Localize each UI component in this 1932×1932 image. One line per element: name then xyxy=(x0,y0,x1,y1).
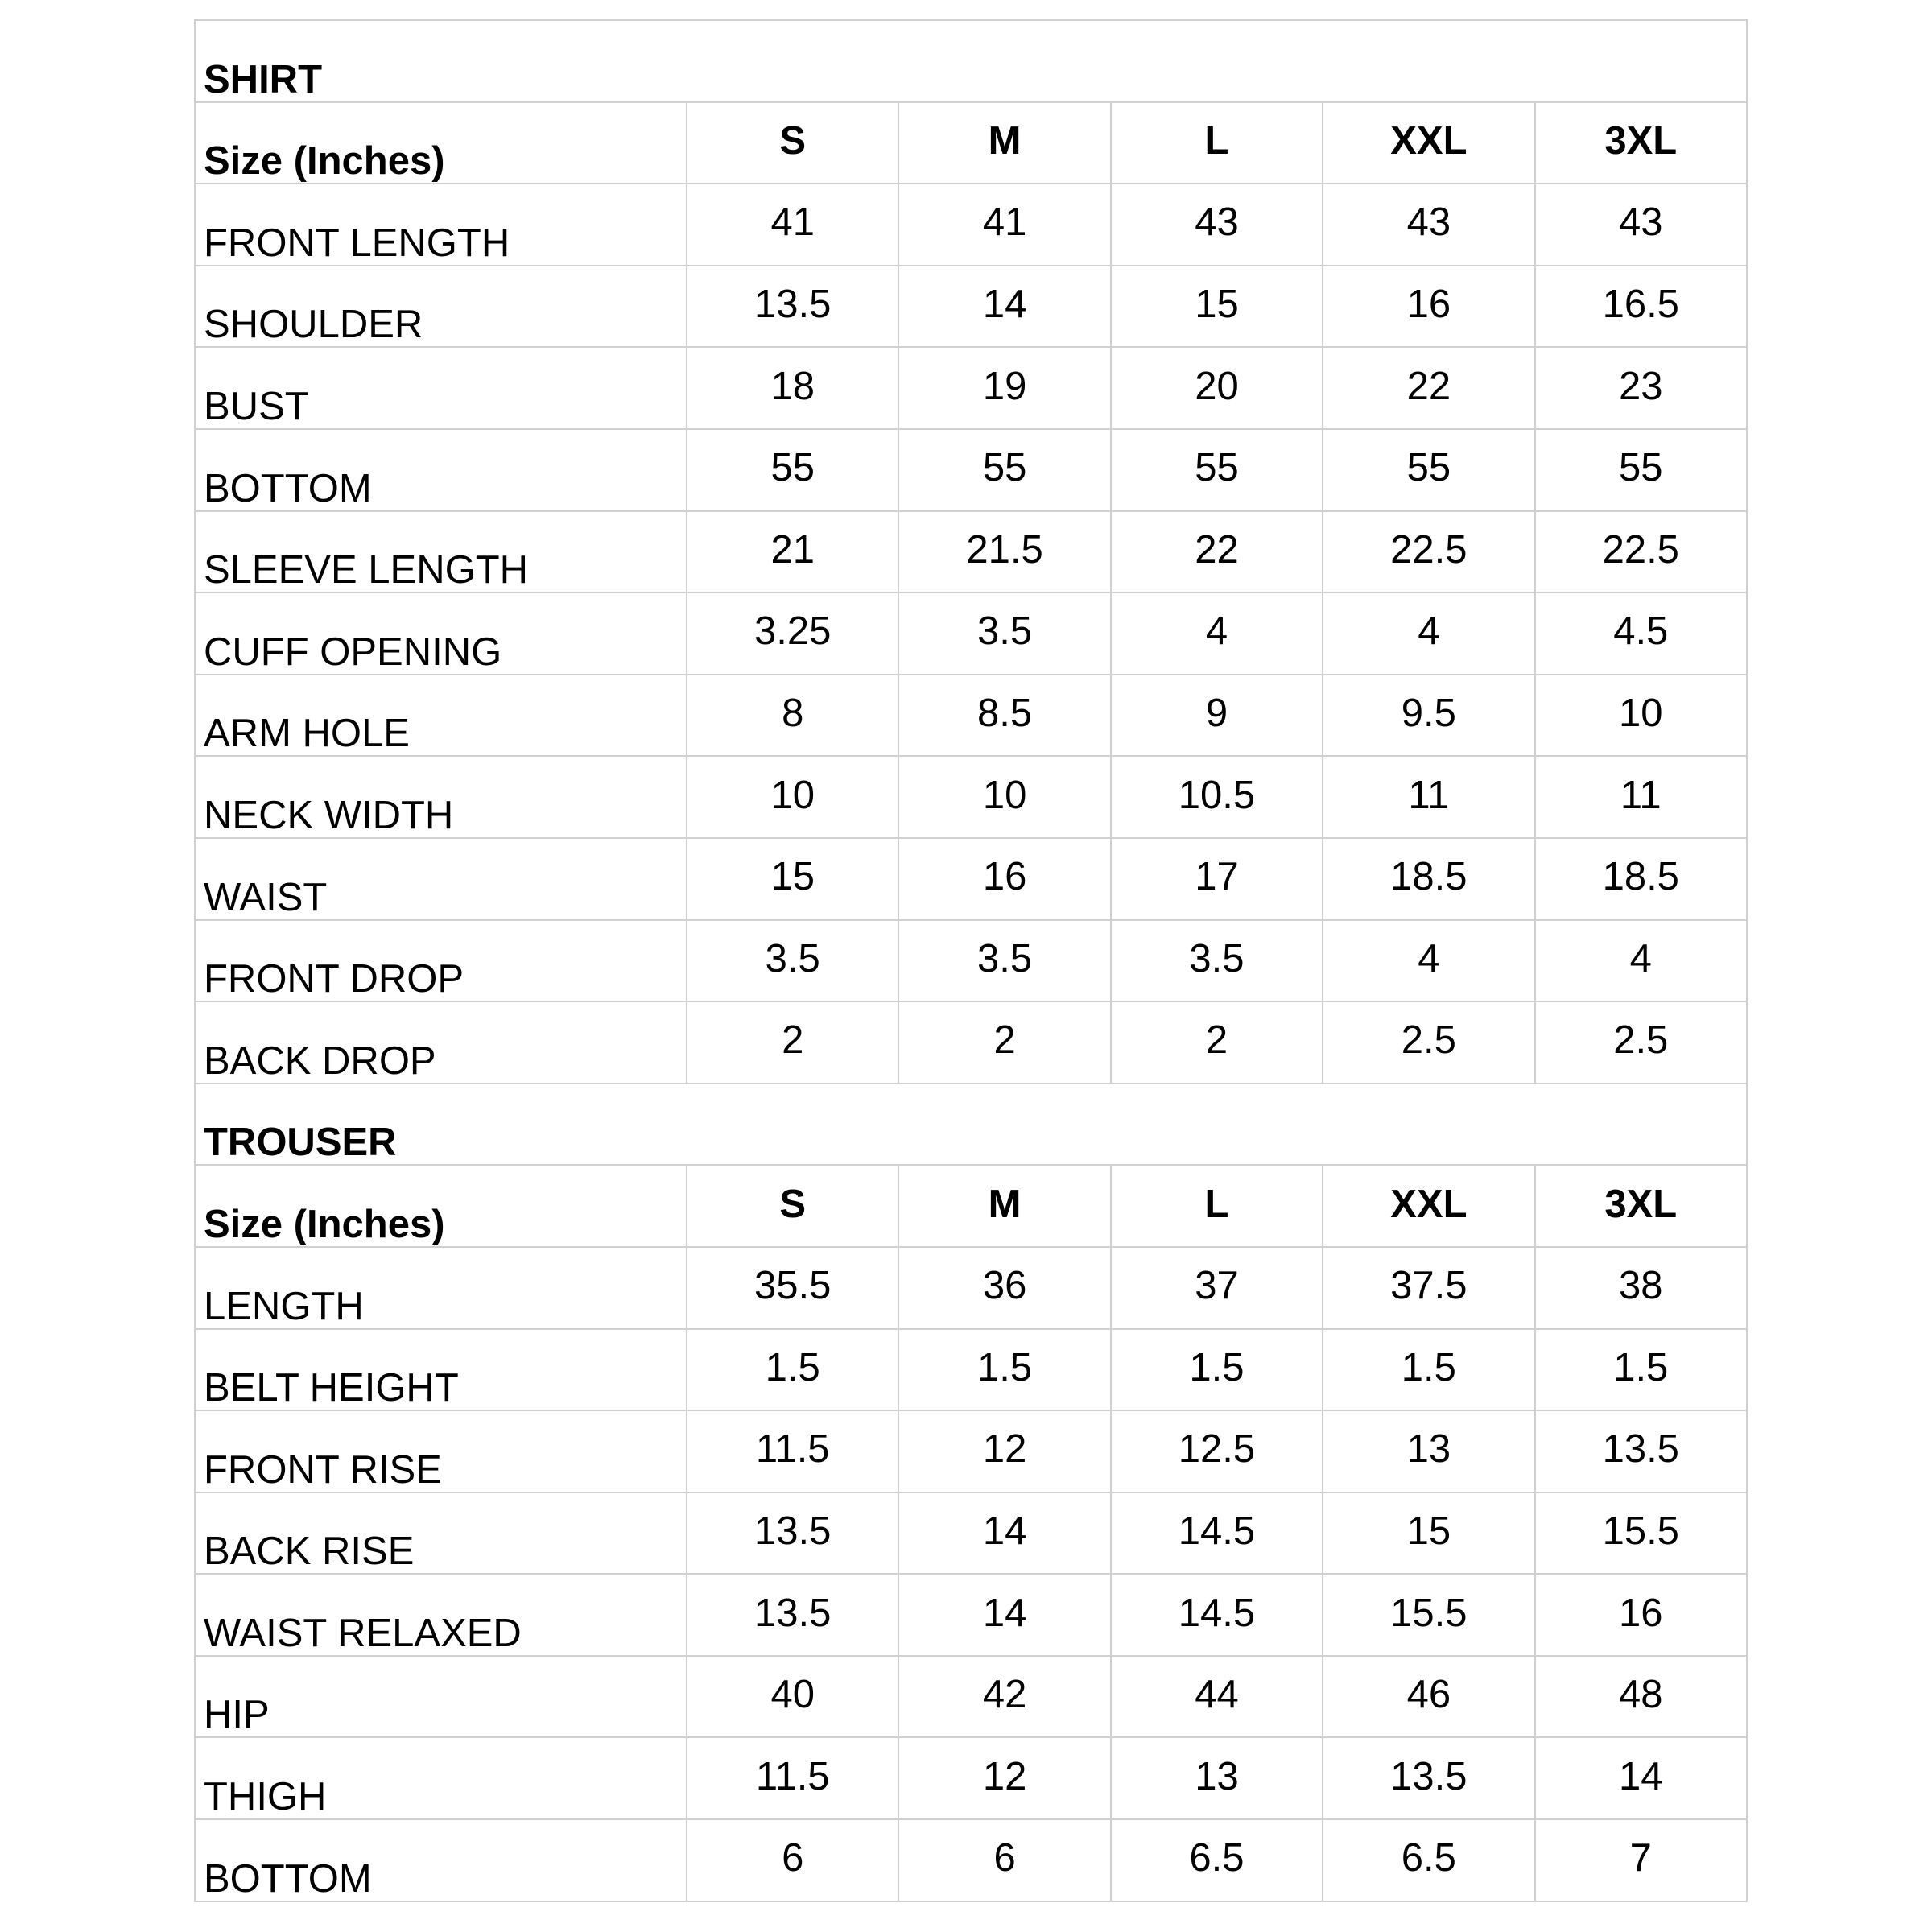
measurement-value: 42 xyxy=(898,1656,1110,1738)
measurement-value: 4 xyxy=(1535,920,1747,1002)
measurement-value: 43 xyxy=(1323,184,1534,266)
measurement-value: 1.5 xyxy=(898,1329,1110,1411)
measurement-value: 20 xyxy=(1111,347,1323,429)
measurement-value: 10.5 xyxy=(1111,756,1323,838)
measurement-value: 16 xyxy=(898,838,1110,920)
table-row xyxy=(195,1819,1747,1901)
measurement-value: 10 xyxy=(1535,675,1747,757)
measurement-value: 13 xyxy=(1111,1737,1323,1819)
measurement-label: BOTTOM xyxy=(195,1819,687,1901)
trouser-size-header-xxl: XXL xyxy=(1323,1165,1534,1247)
measurement-label: BUST xyxy=(195,347,687,429)
measurement-value: 11.5 xyxy=(687,1410,898,1492)
table-row xyxy=(195,184,1747,266)
measurement-value: 11 xyxy=(1323,756,1534,838)
measurement-value: 2 xyxy=(1111,1001,1323,1084)
measurement-value: 55 xyxy=(687,429,898,511)
measurement-value: 16 xyxy=(1323,266,1534,348)
measurement-value: 3.5 xyxy=(687,920,898,1002)
measurement-label: ARM HOLE xyxy=(195,675,687,757)
measurement-value: 43 xyxy=(1111,184,1323,266)
table-row xyxy=(195,1410,1747,1492)
measurement-value: 21 xyxy=(687,511,898,593)
table-row xyxy=(195,266,1747,348)
shirt-size-header-l: L xyxy=(1111,102,1323,184)
measurement-value: 14 xyxy=(898,266,1110,348)
shirt-size-header-m: M xyxy=(898,102,1110,184)
table-row xyxy=(195,1329,1747,1411)
measurement-value: 38 xyxy=(1535,1247,1747,1329)
measurement-label: SHOULDER xyxy=(195,266,687,348)
trouser-size-label: Size (Inches) xyxy=(195,1165,687,1247)
measurement-value: 22.5 xyxy=(1535,511,1747,593)
measurement-value: 1.5 xyxy=(1111,1329,1323,1411)
table-row xyxy=(195,1737,1747,1819)
measurement-label: BELT HEIGHT xyxy=(195,1329,687,1411)
table-row xyxy=(195,347,1747,429)
measurement-label: FRONT RISE xyxy=(195,1410,687,1492)
measurement-value: 1.5 xyxy=(1323,1329,1534,1411)
measurement-label: THIGH xyxy=(195,1737,687,1819)
measurement-value: 15 xyxy=(687,838,898,920)
trouser-section-title-row xyxy=(195,1084,1747,1166)
measurement-value: 6 xyxy=(687,1819,898,1901)
measurement-value: 43 xyxy=(1535,184,1747,266)
measurement-value: 18 xyxy=(687,347,898,429)
table-row xyxy=(195,1001,1747,1084)
measurement-value: 12 xyxy=(898,1737,1110,1819)
table-row xyxy=(195,592,1747,675)
measurement-label: WAIST RELAXED xyxy=(195,1574,687,1656)
measurement-value: 3.25 xyxy=(687,592,898,675)
measurement-value: 9 xyxy=(1111,675,1323,757)
table-row xyxy=(195,511,1747,593)
measurement-label: FRONT LENGTH xyxy=(195,184,687,266)
measurement-value: 21.5 xyxy=(898,511,1110,593)
measurement-value: 8.5 xyxy=(898,675,1110,757)
trouser-section-title: TROUSER xyxy=(195,1084,1747,1166)
measurement-value: 35.5 xyxy=(687,1247,898,1329)
shirt-size-label: Size (Inches) xyxy=(195,102,687,184)
measurement-value: 12.5 xyxy=(1111,1410,1323,1492)
measurement-label: CUFF OPENING xyxy=(195,592,687,675)
measurement-value: 13.5 xyxy=(1535,1410,1747,1492)
measurement-value: 3.5 xyxy=(898,920,1110,1002)
measurement-label: HIP xyxy=(195,1656,687,1738)
measurement-value: 14.5 xyxy=(1111,1492,1323,1575)
trouser-size-header-row xyxy=(195,1165,1747,1247)
measurement-value: 41 xyxy=(898,184,1110,266)
measurement-value: 9.5 xyxy=(1323,675,1534,757)
measurement-value: 8 xyxy=(687,675,898,757)
trouser-size-header-m: M xyxy=(898,1165,1110,1247)
measurement-value: 15.5 xyxy=(1535,1492,1747,1575)
measurement-value: 40 xyxy=(687,1656,898,1738)
measurement-value: 18.5 xyxy=(1323,838,1534,920)
measurement-value: 14 xyxy=(898,1574,1110,1656)
measurement-value: 22 xyxy=(1323,347,1534,429)
measurement-value: 18.5 xyxy=(1535,838,1747,920)
measurement-value: 19 xyxy=(898,347,1110,429)
measurement-value: 2 xyxy=(898,1001,1110,1084)
trouser-size-header-l: L xyxy=(1111,1165,1323,1247)
measurement-value: 4 xyxy=(1111,592,1323,675)
measurement-value: 41 xyxy=(687,184,898,266)
trouser-size-header-s: S xyxy=(687,1165,898,1247)
measurement-value: 48 xyxy=(1535,1656,1747,1738)
measurement-value: 10 xyxy=(898,756,1110,838)
measurement-label: BACK RISE xyxy=(195,1492,687,1575)
measurement-value: 14 xyxy=(898,1492,1110,1575)
measurement-value: 16 xyxy=(1535,1574,1747,1656)
shirt-section-title-row xyxy=(195,20,1747,102)
measurement-value: 13.5 xyxy=(687,1492,898,1575)
measurement-value: 36 xyxy=(898,1247,1110,1329)
measurement-value: 22.5 xyxy=(1323,511,1534,593)
measurement-value: 2.5 xyxy=(1535,1001,1747,1084)
measurement-label: FRONT DROP xyxy=(195,920,687,1002)
measurement-value: 1.5 xyxy=(1535,1329,1747,1411)
measurement-value: 1.5 xyxy=(687,1329,898,1411)
table-row xyxy=(195,675,1747,757)
measurement-value: 3.5 xyxy=(1111,920,1323,1002)
measurement-value: 55 xyxy=(898,429,1110,511)
measurement-value: 37 xyxy=(1111,1247,1323,1329)
measurement-value: 13.5 xyxy=(1323,1737,1534,1819)
table-row xyxy=(195,429,1747,511)
measurement-value: 4.5 xyxy=(1535,592,1747,675)
shirt-size-header-row xyxy=(195,102,1747,184)
measurement-value: 4 xyxy=(1323,920,1534,1002)
measurement-value: 3.5 xyxy=(898,592,1110,675)
measurement-value: 55 xyxy=(1323,429,1534,511)
measurement-value: 14 xyxy=(1535,1737,1747,1819)
measurement-value: 15 xyxy=(1323,1492,1534,1575)
size-chart-table xyxy=(194,19,1748,1902)
measurement-value: 7 xyxy=(1535,1819,1747,1901)
table-row xyxy=(195,1656,1747,1738)
measurement-value: 13.5 xyxy=(687,266,898,348)
measurement-value: 37.5 xyxy=(1323,1247,1534,1329)
measurement-value: 23 xyxy=(1535,347,1747,429)
shirt-size-header-xxl: XXL xyxy=(1323,102,1534,184)
measurement-value: 11.5 xyxy=(687,1737,898,1819)
measurement-label: NECK WIDTH xyxy=(195,756,687,838)
table-row xyxy=(195,1574,1747,1656)
measurement-label: WAIST xyxy=(195,838,687,920)
measurement-value: 2.5 xyxy=(1323,1001,1534,1084)
measurement-value: 2 xyxy=(687,1001,898,1084)
measurement-value: 55 xyxy=(1535,429,1747,511)
measurement-value: 12 xyxy=(898,1410,1110,1492)
measurement-label: BOTTOM xyxy=(195,429,687,511)
measurement-value: 4 xyxy=(1323,592,1534,675)
measurement-value: 15 xyxy=(1111,266,1323,348)
measurement-value: 17 xyxy=(1111,838,1323,920)
table-row xyxy=(195,920,1747,1002)
measurement-value: 22 xyxy=(1111,511,1323,593)
measurement-value: 13.5 xyxy=(687,1574,898,1656)
measurement-label: SLEEVE LENGTH xyxy=(195,511,687,593)
shirt-size-header-3xl: 3XL xyxy=(1535,102,1747,184)
trouser-size-header-3xl: 3XL xyxy=(1535,1165,1747,1247)
shirt-section-title: SHIRT xyxy=(195,20,1747,102)
measurement-label: BACK DROP xyxy=(195,1001,687,1084)
measurement-value: 6.5 xyxy=(1111,1819,1323,1901)
table-row xyxy=(195,756,1747,838)
table-row xyxy=(195,1247,1747,1329)
measurement-value: 6.5 xyxy=(1323,1819,1534,1901)
measurement-value: 46 xyxy=(1323,1656,1534,1738)
measurement-value: 16.5 xyxy=(1535,266,1747,348)
table-row xyxy=(195,1492,1747,1575)
measurement-value: 13 xyxy=(1323,1410,1534,1492)
measurement-value: 11 xyxy=(1535,756,1747,838)
shirt-size-header-s: S xyxy=(687,102,898,184)
size-chart-body xyxy=(195,20,1747,1901)
table-row xyxy=(195,838,1747,920)
measurement-value: 15.5 xyxy=(1323,1574,1534,1656)
measurement-value: 55 xyxy=(1111,429,1323,511)
measurement-value: 6 xyxy=(898,1819,1110,1901)
measurement-value: 10 xyxy=(687,756,898,838)
measurement-label: LENGTH xyxy=(195,1247,687,1329)
measurement-value: 14.5 xyxy=(1111,1574,1323,1656)
measurement-value: 44 xyxy=(1111,1656,1323,1738)
